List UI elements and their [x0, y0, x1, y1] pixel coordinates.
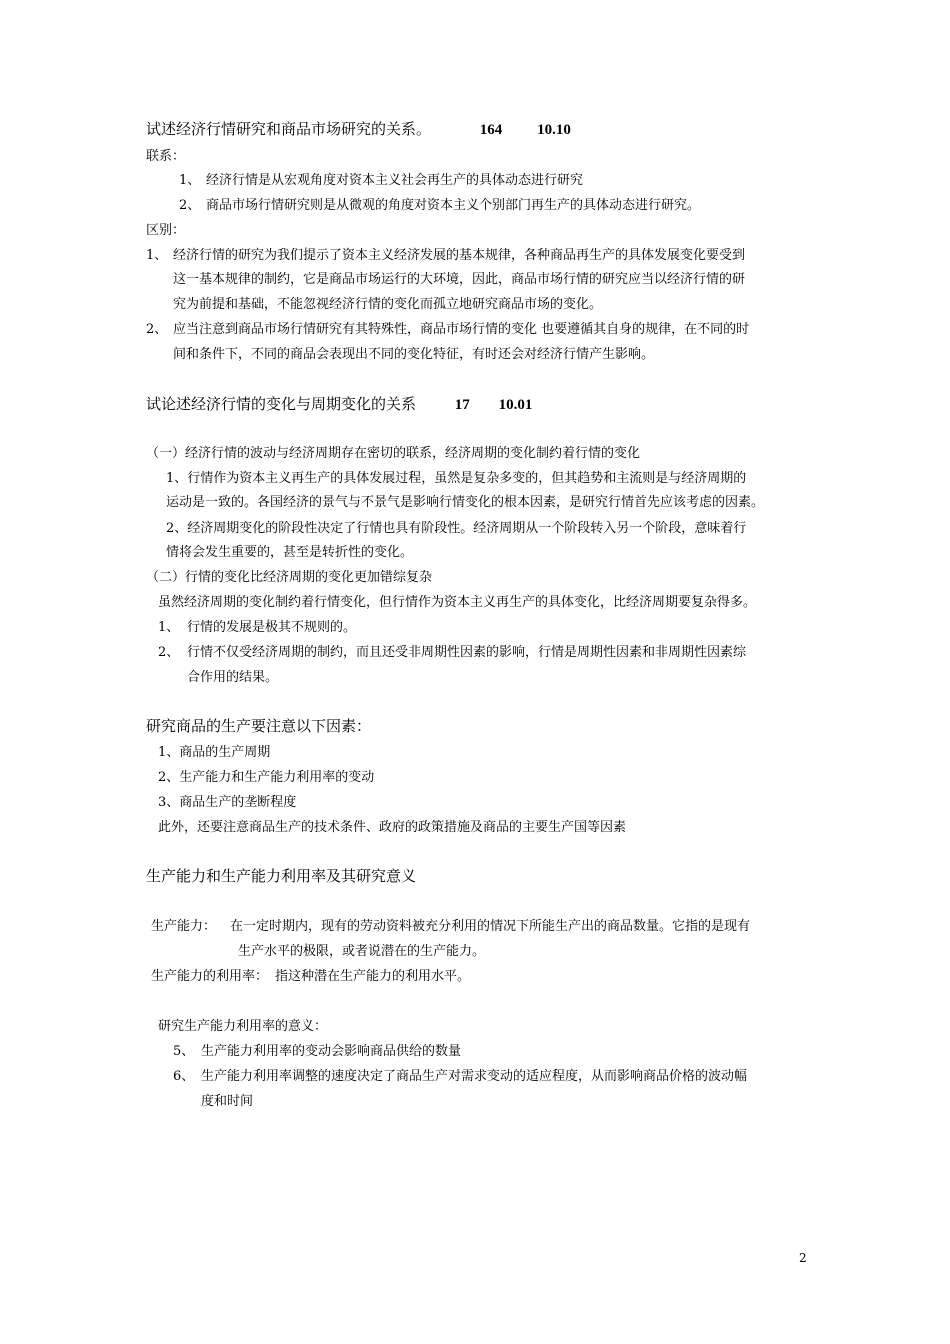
def1-line1: 在一定时期内，现有的劳动资料被充分利用的情况下所能生产出的商品数量。它指的是现有 [230, 919, 751, 934]
significance-6-line2: 度和时间 [201, 1094, 254, 1109]
s3-item-3: 3、商品生产的垄断程度 [158, 795, 297, 810]
qubie-item-2-line2: 间和条件下，不同的商品会表现出不同的变化特征，有时还会对经济行情产生影响。 [173, 347, 655, 362]
s2-point-2-1-num: 1、 [158, 620, 180, 635]
qubie-item-1-line2: 这一基本规律的制约，它是商品市场运行的大环境，因此，商品市场行情的研究应当以经济行情的研 [173, 272, 746, 287]
s2-point-2-2-line2: 合作用的结果。 [187, 670, 279, 685]
section1-page-ref: 164 [479, 122, 503, 138]
s2-point-1-2-line1: 2、经济周期变化的阶段性决定了行情也具有阶段性。经济周期从一个阶段转入另一个阶段，意味着行 [166, 521, 747, 536]
s3-item-2: 2、生产能力和生产能力利用率的变动 [158, 770, 375, 785]
section3-title: 研究商品的生产要注意以下因素： [146, 717, 372, 735]
s3-item-1: 1、商品的生产周期 [158, 745, 271, 760]
lianxi-label: 联系： [146, 149, 186, 164]
def1-label: 生产能力： [151, 919, 217, 934]
qubie-item-1-line1: 经济行情的研究为我们提示了资本主义经济发展的基本规律，各种商品再生产的具体发展变化要受到 [173, 248, 746, 263]
qubie-item-1-line3: 究为前提和基础，不能忽视经济行情的变化而孤立地研究商品市场的变化。 [173, 297, 603, 312]
s2-point-2-2-num: 2、 [158, 645, 180, 660]
s2-point-2-intro: 虽然经济周期的变化制约着行情变化，但行情作为资本主义再生产的具体变化，比经济周期要复杂得多。 [158, 595, 757, 610]
s2-point-1-1-line2: 运动是一致的。各国经济的景气与不景气是影响行情变化的根本因素，是研究行情首先应该考虑的因素。 [166, 495, 765, 510]
s2-point-2: （二）行情的变化比经济周期的变化更加错综复杂 [146, 570, 433, 585]
section1-title: 试述经济行情研究和商品市场研究的关系。 [146, 120, 432, 138]
significance-5-text: 生产能力利用率的变动会影响商品供给的数量 [201, 1044, 462, 1059]
section2-heading [146, 394, 532, 415]
s2-point-2-2-line1: 行情不仅受经济周期的制约，而且还受非周期性因素的影响，行情是周期性因素和非周期性因素综 [187, 645, 747, 660]
s2-point-2-1-text: 行情的发展是极其不规则的。 [187, 620, 357, 635]
s2-point-1: （一）经济行情的波动与经济周期存在密切的联系，经济周期的变化制约着行情的变化 [146, 446, 641, 461]
lianxi-item-1-text: 经济行情是从宏观角度对资本主义社会再生产的具体动态进行研究 [206, 173, 584, 188]
qubie-item-2-num: 2、 [146, 322, 168, 337]
significance-title: 研究生产能力利用率的意义： [158, 1019, 328, 1034]
section1-date-ref: 10.10 [537, 122, 571, 138]
significance-5-num: 5、 [173, 1044, 195, 1059]
page-number: 2 [799, 1251, 807, 1265]
section2-title: 试论述经济行情的变化与周期变化的关系 [146, 395, 417, 413]
s3-note: 此外，还要注意商品生产的技术条件、政府的政策措施及商品的主要生产国等因素 [158, 820, 627, 835]
s2-point-1-2-line2: 情将会发生重要的，甚至是转折性的变化。 [166, 545, 414, 560]
section2-page-ref: 17 [454, 397, 470, 413]
lianxi-item-1-num: 1、 [179, 173, 201, 188]
section4-title: 生产能力和生产能力利用率及其研究意义 [146, 867, 417, 885]
def2-text: 指这种潜在生产能力的利用水平。 [275, 969, 471, 984]
qubie-item-2-line1: 应当注意到商品市场行情研究有其特殊性，商品市场行情的变化 也要遵循其自身的规律，在不同的时 [173, 322, 750, 337]
s2-point-1-1-line1: 1、行情作为资本主义再生产的具体发展过程，虽然是复杂多变的，但其趋势和主流则是与经济周期的 [166, 471, 747, 486]
lianxi-item-2-num: 2、 [179, 198, 201, 213]
def2-label: 生产能力的利用率： [151, 969, 269, 984]
qubie-item-1-num: 1、 [146, 248, 168, 263]
qubie-label: 区别： [146, 223, 186, 238]
def1-line2: 生产水平的极限，或者说潜在的生产能力。 [238, 944, 486, 959]
significance-6-line1: 生产能力利用率调整的速度决定了商品生产对需求变动的适应程度，从而影响商品价格的波动幅 [201, 1069, 748, 1084]
section1-heading [146, 119, 571, 140]
section2-date-ref: 10.01 [498, 397, 533, 413]
significance-6-num: 6、 [173, 1069, 195, 1084]
lianxi-item-2-text: 商品市场行情研究则是从微观的角度对资本主义个别部门再生产的具体动态进行研究。 [206, 198, 701, 213]
